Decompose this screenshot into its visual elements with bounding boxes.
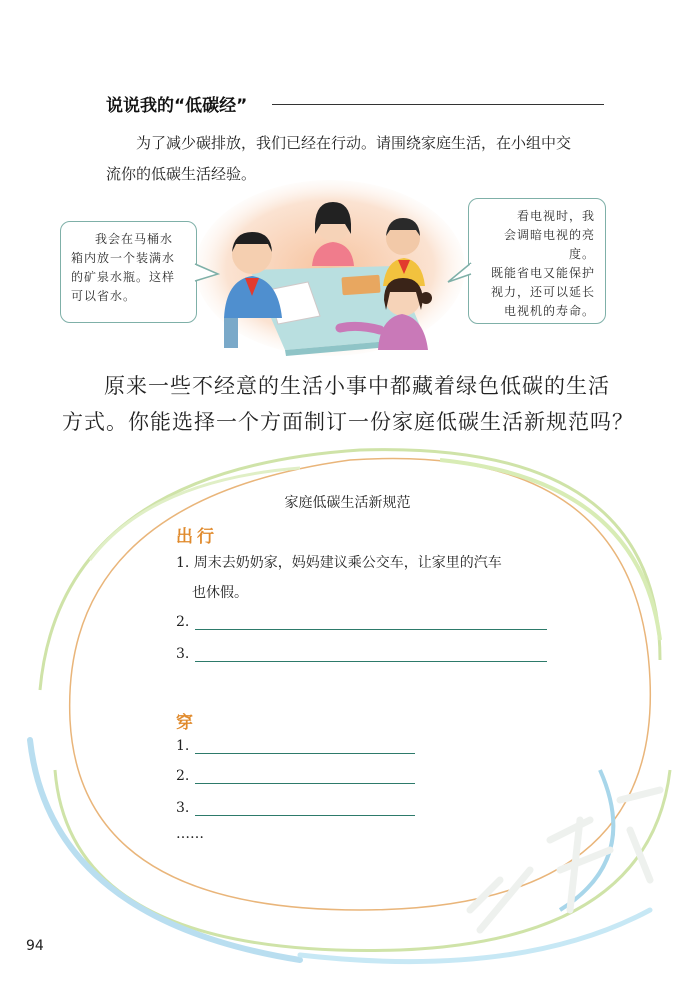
bubble-right-tail [446,260,472,286]
bubble-right-line: 电视机的寿命。 [503,304,595,318]
category-travel: 出行 [176,527,218,547]
prompt-paragraph [62,368,642,440]
bubble-left-line: 的矿泉水瓶。这样 [71,270,176,284]
bubble-right-line: 看电视时，我 [516,209,595,223]
title-rule [272,104,604,105]
bubble-left-tail [194,262,220,284]
watermark-graphic [440,760,680,960]
clothing-blank-3[interactable] [195,801,415,816]
travel-blank-3[interactable] [195,647,547,662]
clothing-blank-2[interactable] [195,769,415,784]
intro-line-1: 为了减少碳排放，我们已经在行动。请围绕家庭生活，在小组中交 [136,134,572,152]
clothing-blank-1[interactable] [195,739,415,754]
bubble-left-line: 我会在马桶水 [95,232,174,246]
item-number: 2. [176,768,190,784]
item-number: 3. [176,646,190,662]
clothing-item-2 [176,768,415,784]
travel-item-1-line-1: 1. 周末去奶奶家，妈妈建议乘公交车，让家里的汽车 [176,555,502,571]
form-title: 家庭低碳生活新规范 [284,495,411,511]
bubble-right-line: 既能省电又能保护 [490,266,595,280]
speech-bubble-right [468,198,606,324]
bubble-left-line: 箱内放一个装满水 [71,251,176,265]
travel-blank-2[interactable] [195,615,547,630]
category-clothing: 穿 [176,713,197,733]
children-discussion-illustration [190,178,470,358]
prompt-line-2: 方式。你能选择一个方面制订一份家庭低碳生活新规范吗？ [62,410,634,434]
travel-item-2 [176,614,547,630]
item-number: 1. [176,738,190,754]
intro-line-2: 流你的低碳生活经验。 [106,165,257,183]
clothing-item-1 [176,738,415,754]
section-title: 说说我的“低碳经” [106,96,248,116]
item-number: 3. [176,800,190,816]
page-number: 94 [26,938,44,954]
bubble-right-line: 会调暗电视的亮度。 [503,228,595,261]
bubble-left-line: 可以省水。 [71,289,137,303]
travel-item-1-line-2: 也休假。 [192,585,248,601]
bubble-right-line: 视力，还可以延长 [490,285,595,299]
item-number: 2. [176,614,190,630]
ellipsis: …… [176,826,204,842]
travel-item-3 [176,646,547,662]
speech-bubble-left [60,221,197,323]
clothing-item-3 [176,800,415,816]
prompt-line-1: 原来一些不经意的生活小事中都藏着绿色低碳的生活 [104,374,610,398]
